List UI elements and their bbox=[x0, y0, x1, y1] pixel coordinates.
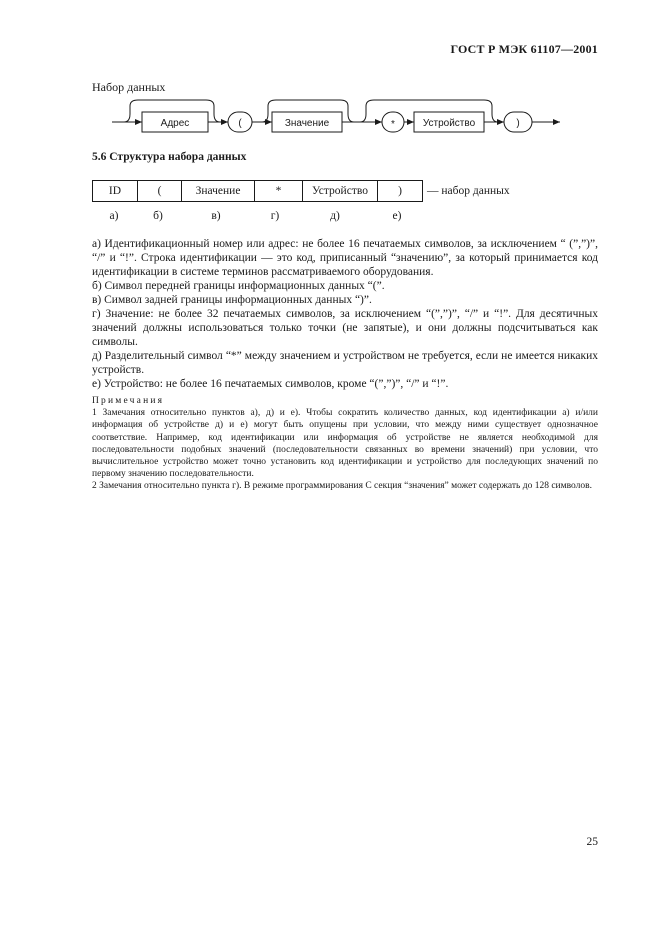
syntax-diagram bbox=[0, 0, 661, 150]
terminal-open-paren-label: ( bbox=[238, 118, 242, 129]
structure-suffix: — набор данных bbox=[427, 185, 510, 197]
cell-asterisk: * bbox=[255, 181, 303, 202]
letter-g: г) bbox=[270, 210, 280, 222]
document-code: ГОСТ Р МЭК 61107—2001 bbox=[450, 42, 598, 56]
section-title: 5.6 Структура набора данных bbox=[92, 151, 247, 163]
body-text bbox=[92, 237, 598, 391]
page-number: 25 bbox=[586, 836, 598, 848]
dataset-structure-table bbox=[92, 180, 423, 202]
terminal-close-paren-label: ) bbox=[516, 118, 520, 129]
cell-close-paren: ) bbox=[378, 181, 423, 202]
box-value-label: Значение bbox=[284, 118, 330, 129]
paragraph-v: в) Символ задней границы информационных данных “)”. bbox=[92, 294, 372, 306]
note-1: 1 Замечания относительно пунктов а), д) и е). Чтобы сократить количество данных, код идентификации а) и/или информация об устройстве д) и е) могут быть опущены при условии, что между ними существует однозначное соответствие. Например, код идентификации или информация об устройстве не является необходимой для последовательности подобных значений (последовательности связанных во времени значений) при условии, что вычислительное устройство может точно установить код идентификации и устройство для последующих значений по первому значению последовательности. bbox=[92, 408, 598, 480]
paragraph-e: е) Устройство: не более 16 печатаемых символов, кроме “(”,”)”, “/” и “!”. bbox=[92, 378, 449, 390]
diagram-label: Набор данных bbox=[92, 80, 166, 94]
box-address-label: Адрес bbox=[160, 118, 190, 129]
paragraph-b: б) Символ передней границы информационных данных “(”. bbox=[92, 280, 385, 292]
cell-open-paren: ( bbox=[138, 181, 182, 202]
paragraph-a: а) Идентификационный номер или адрес: не более 16 печатаемых символов, за исключением “ (”,”)”, “/” и “!”. Строка идентификации — это код, приписанный “значению”, за который принимается код идентификации в системе терминов рассматриваемого оборудования. bbox=[92, 238, 598, 278]
letter-a: а) bbox=[109, 210, 119, 222]
note-2: 2 Замечания относительно пункта г). В режиме программирования С секция “значения” может содержать до 128 символов. bbox=[92, 481, 593, 492]
letter-v: в) bbox=[211, 210, 221, 222]
cell-value: Значение bbox=[182, 181, 255, 202]
paragraph-d: д) Разделительный символ “*” между значением и устройством не требуется, если не имеется никаких устройств. bbox=[92, 350, 598, 376]
cell-id: ID bbox=[93, 181, 138, 202]
letter-e: е) bbox=[392, 210, 402, 222]
notes-block bbox=[92, 395, 598, 493]
cell-unit: Устройство bbox=[303, 181, 378, 202]
box-unit-label: Устройство bbox=[422, 118, 476, 129]
terminal-asterisk-label: * bbox=[391, 119, 395, 130]
paragraph-g: г) Значение: не более 32 печатаемых символов, за исключением “(”,”)”, “/” и “!”. Для десятичных значений должны использоваться только точки (не запятые), и они должны подсчитываться как символы. bbox=[92, 308, 598, 348]
letter-b: б) bbox=[153, 210, 163, 222]
letter-d: д) bbox=[330, 210, 340, 222]
notes-title: Примечания bbox=[92, 396, 165, 406]
